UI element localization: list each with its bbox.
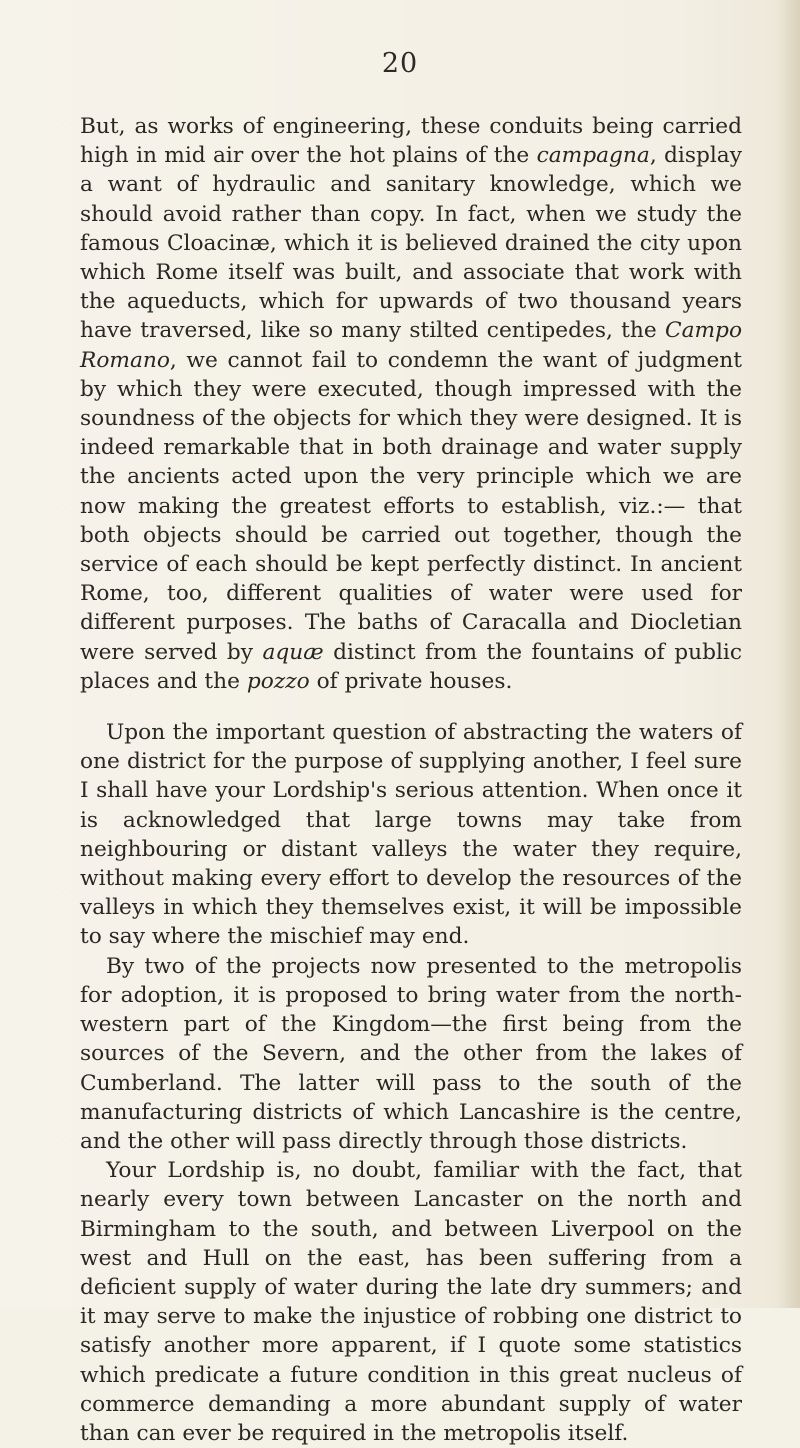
italic-term-aquae: aquæ xyxy=(262,639,324,665)
italic-term-campo-romano: Campo Romano xyxy=(80,318,742,373)
text-run: of private houses. xyxy=(309,668,513,694)
text-run: Upon the important question of abstracting the waters of one district for the purpose of supplying another, I feel sure I shall have your Lordship's serious attention. When once it is acknowledged that large towns may take from neighbouring or distant valleys the water they require, without making every effort to develop the resources of the valleys in which they themselves exist, it will be impossible to say where the mischief may end. xyxy=(80,720,742,950)
text-run: , we cannot fail to condemn the want of judgment by which they were executed, though impressed with the soundness of the objects for which they were designed. It is indeed remarkable that in both drainage and water supply the ancients acted upon the very principle which we are now making the greatest efforts to establish, viz.:— that both objects should be carried out together, though the service of each should be kept perfectly distinct. In ancient Rome, too, different qualities of water were used for different purposes. The baths of Caracalla and Diocletian were served by xyxy=(80,347,742,665)
italic-term-pozzo: pozzo xyxy=(246,668,310,694)
body-text xyxy=(80,112,742,1448)
text-run: By two of the projects now presented to the metropolis for adoption, it is proposed to bring water from the north-western part of the Kingdom—the first being from the sources of the Severn, and the other from the lakes of Cumberland. The latter will pass to the south of the manufacturing districts of which Lancashire is the centre, and the other will pass directly through those districts. xyxy=(80,953,742,1154)
paragraph xyxy=(80,952,742,1156)
text-run: Your Lordship is, no doubt, familiar with the fact, that nearly every town between Lancaster on the north and Birmingham to the south, and between Liverpool on the west and Hull on the east, has been suffering from a deficient supply of water during the late dry summers; and it may serve to make the injustice of robbing one district to satisfy another more apparent, if I quote some statistics which predicate a future condition in this great nucleus of commerce demanding a more abundant supply of water than can ever be required in the metropolis itself. xyxy=(80,1158,742,1446)
paragraph xyxy=(80,112,742,696)
paragraph xyxy=(80,718,742,952)
paragraph xyxy=(80,1156,742,1448)
page-edge-shadow xyxy=(778,0,800,1308)
italic-term-campagna: campagna xyxy=(536,143,650,169)
text-run: , display a want of hydraulic and sanitary knowledge, which we should avoid rather than copy. In fact, when we study the famous Cloacinæ, which it is believed drained the city upon which Rome itself was built, and associate that work with the aqueducts, which for upwards of two thousand years have traversed, like so many stilted centipedes, the xyxy=(80,143,742,344)
page-number: 20 xyxy=(381,48,419,79)
text-run: distinct from the fountains of public places and the xyxy=(80,639,742,694)
text-run: But, as works of engineering, these conduits being carried high in mid air over the hot plains of the xyxy=(80,114,742,169)
